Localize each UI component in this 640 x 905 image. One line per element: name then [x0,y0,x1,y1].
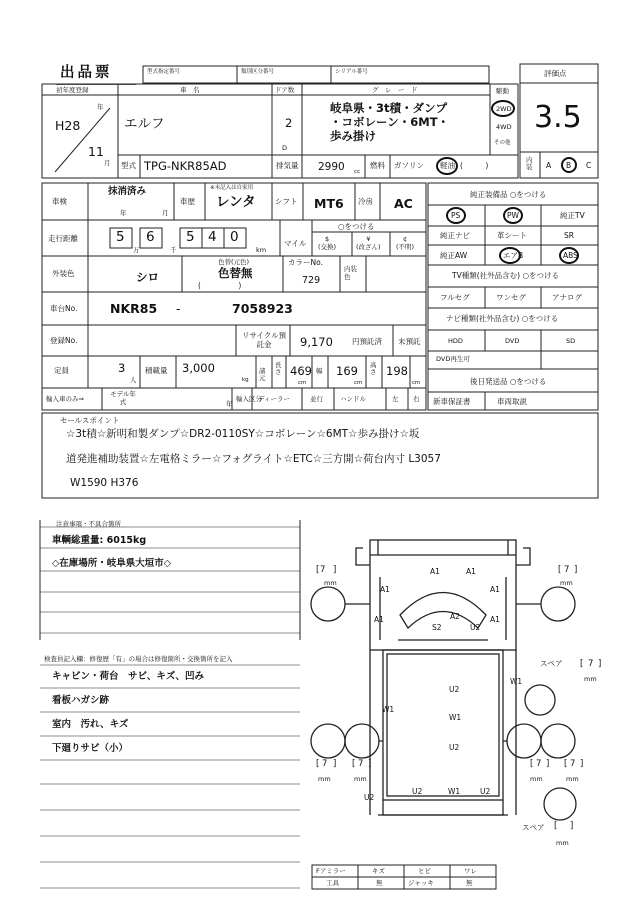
equip-leather: 革シート [497,231,527,240]
inspection-year-unit: 年 [120,209,127,217]
km-unit: km [256,246,267,254]
spare-tread-2-unit: mm [556,839,569,847]
dvd-playback-label: DVD再生可 [436,355,470,363]
code-u2-bed-1: U2 [449,685,460,694]
color-change-paren: ( ) [198,281,242,290]
recycle-label: リサイクル預託金 [242,331,286,349]
sales-line-1: ☆3t積☆新明和製ダンプ☆DR2-0110SY☆コボレーン☆6MT☆歩み掛け☆坂 [66,428,420,440]
equip-aw: 純正AW [440,251,468,260]
footer-header-1: Fアミラー [316,867,346,875]
mileage-label: 走行距離 [48,234,78,243]
ac-value: AC [394,196,413,211]
first-reg-month: 11 [88,144,104,159]
code-u2-front: U2 [470,623,481,632]
grade-line-3: 歩み掛け [330,129,376,143]
footer-value-1: 工具 [326,879,339,887]
chassis-number: 7058923 [232,301,293,316]
notes-line-1: 車輌総重量: 6015kg [52,535,147,546]
car-name-label: 車 名 [180,86,200,94]
model-label: 型式 [121,161,136,170]
sales-line-3: W1590 H376 [70,477,139,489]
unregistered-note: ※未記入は自家用 [210,185,254,191]
interior-label: 内装 [526,156,533,171]
displacement: 2990 [318,161,345,173]
capacity-unit: 人 [130,376,137,384]
fuel-diesel-circle [436,157,458,175]
navi-sd: SD [566,337,576,345]
width-value: 169 [336,364,358,378]
history-value: レンタ [216,194,256,210]
equip-abs: ABS [563,251,578,260]
tv-title: TV種類(社外品含む) ○をつける [452,271,559,280]
equip-airbag: エアB [503,251,524,260]
door-count: 2 [285,116,293,130]
sales-point-label: セールスポイント [60,416,120,425]
equip-pw-circle [503,207,523,224]
inspector-line-3: 室内 汚れ、キズ [52,719,129,730]
load-value: 3,000 [182,361,215,375]
chassis-label: 車台No. [50,304,78,313]
spare-tread-1: 7 [588,659,594,669]
after-warranty: 新車保証書 [433,397,471,406]
recycle-unit: 円預託済 [352,337,382,346]
ext-color-label: 外装色 [52,269,75,278]
color-change-value: 色替無 [218,266,253,280]
type-no-label: 型式指定番号 [147,69,181,75]
spare-label-2: スペア [522,823,545,832]
length-unit: cm [298,380,307,386]
grade-line-2: ・コボレーン・6MT・ [330,115,450,129]
drive-2wd: 2WD [496,105,512,113]
code-a1-right: A1 [490,585,500,594]
tv-analog: アナログ [552,293,582,302]
code-a1-right-door: A1 [490,615,500,624]
shift-label: シフト [275,197,298,206]
capacity-label: 定員 [54,366,69,375]
footer-value-3: ジャッキ [408,879,434,887]
year-unit: 年 [97,103,104,111]
equip-pw: PW [507,211,519,220]
tread-rear-3-unit: mm [530,775,543,783]
tread-rear-2: 7 [358,759,364,769]
load-unit: kg [242,377,249,383]
fuel-diesel: 軽油 [440,161,455,170]
month-unit: 月 [104,159,111,167]
serial-label: シリアル番号 [335,69,368,75]
code-w1-bed: W1 [449,713,462,722]
code-w1-right: W1 [510,677,523,686]
code-a1-roof: A1 [430,567,440,576]
displacement-label: 排気量 [276,161,299,170]
code-u2-rear-bumper: U2 [364,793,375,802]
width-label: 幅 [316,367,323,375]
navi-dvd: DVD [505,337,520,345]
displacement-unit: cc [354,169,361,175]
import-dealer: ディーラー [258,395,290,403]
inspection-value: 抹消済み [108,186,147,197]
interior-c: C [586,161,592,170]
door-unit: D [282,144,288,152]
height-label: 高さ [370,361,377,377]
recycle-value: 9,170 [300,335,333,349]
reg-no-label: 登録No. [50,336,78,345]
code-a1-left-door: A1 [374,615,384,624]
height-value: 198 [386,364,408,378]
circle-label: ○をつける [338,222,375,231]
inspection-month-unit: 月 [162,209,169,217]
inspection-label: 車検 [52,197,67,206]
model-year-unit: 年 [226,400,233,408]
chassis-dash: - [176,301,181,316]
tread-rear-2-unit: mm [354,775,367,783]
length-value: 469 [290,364,312,378]
code-u2-rear-right: U2 [480,787,491,796]
ext-color: シロ [136,270,159,284]
color-no: 729 [302,275,321,286]
capacity-value: 3 [118,361,126,375]
load-label: 積載量 [145,366,168,375]
equip-navi: 純正ナビ [440,231,470,240]
man-unit: 万 [133,246,140,254]
ac-label: 冷房 [358,197,373,206]
mileage-digit-5: 0 [230,229,239,245]
equip-tv: 純正TV [560,211,585,220]
drive-label: 駆動 [496,87,509,95]
interior-b-circle [561,157,577,173]
mile-label: マイル [284,239,307,248]
grade-label: グ レ ー ド [372,86,418,94]
tread-front-left: 7 [320,565,326,575]
fuel-label: 燃料 [370,161,385,170]
after-manual: 車両取説 [497,397,527,406]
notes-line-2: ◇在庫場所・岐阜県大垣市◇ [52,558,172,569]
handle-right: 右 [413,395,420,403]
length-label: 長さ [275,361,282,377]
score-header: 評価点 [544,69,567,78]
history-label: 車歴 [180,197,195,206]
dim-label: 諸元 [259,367,266,382]
equip-ps: PS [451,211,461,220]
sen-unit: 千 [170,246,177,254]
code-a2-front: A2 [450,612,460,621]
code-a1-left: A1 [380,585,390,594]
tread-front-left-unit: mm [324,579,337,587]
tread-front-right: 7 [564,565,570,575]
equip-sr: SR [564,231,574,240]
modified-label: ¥ (改ざん) [356,235,381,251]
fuel-gasoline: ガソリン [394,161,424,170]
car-name: エルフ [124,116,165,132]
mileage-digit-2: 6 [146,229,155,245]
interior-b: B [566,161,572,170]
handle-label: ハンドル [340,395,366,403]
interior-a: A [546,161,552,170]
tread-rear-1: 7 [322,759,328,769]
import-parallel: 並行 [310,395,323,403]
after-title: 後日発送品 ○をつける [470,377,547,386]
model-code: TPG-NKR85AD [144,159,227,173]
footer-value-4: 無 [466,879,473,887]
exchange-label: $ (交換) [318,235,337,251]
int-color-label: 内装色 [344,265,357,281]
code-u2-bed-2: U2 [449,743,460,752]
inspector-line-4: 下廻りサビ（小） [52,743,129,754]
tread-rear-4: 7 [570,759,576,769]
tread-rear-4-unit: mm [566,775,579,783]
drive-4wd: 4WD [496,123,512,131]
equip-airbag-circle [499,247,524,264]
color-no-label: カラーNo. [288,258,323,267]
tv-fullseg: フルセグ [440,293,470,302]
sales-line-2: 道発進補助装置☆左電格ミラー☆フォグライト☆ETC☆三方開☆荷台内寸 L3057 [66,453,441,465]
code-w1-left: W1 [382,705,395,714]
first-reg-era: H28 [55,118,81,133]
mileage-digit-3: 5 [186,229,195,245]
grade-line-1: 岐阜県・3t積・ダンプ [330,101,448,115]
first-reg-label: 初年度登録 [56,86,89,94]
unknown-label: ¢ (不明) [396,235,415,251]
recycle-status: 未預託 [398,337,421,346]
code-w1-rear: W1 [448,787,461,796]
inspector-line-2: 看板ハガシ跡 [52,695,110,706]
fuel-paren: ( ) [460,161,489,170]
spare-label-1: スペア [540,659,563,668]
footer-value-2: 無 [376,879,383,887]
navi-hdd: HDD [448,337,463,345]
code-s2-front: S2 [432,623,442,632]
mileage-digit-4: 4 [208,229,217,245]
navi-title: ナビ種類(社外品含む) ○をつける [446,314,559,323]
equip-abs-circle [559,247,579,264]
color-change-label: 色替(元色) [218,258,250,266]
spare-tread-1-unit: mm [584,675,597,683]
code-u2-rear-left: U2 [412,787,423,796]
tv-oneseg: ワンセグ [496,293,526,302]
model-year-label: モデル年式 [110,390,136,406]
code-a1-roof-right: A1 [466,567,476,576]
tread-rear-3: 7 [536,759,542,769]
import-class-label: 輸入区分 [236,395,262,403]
width-unit: cm [354,380,363,386]
footer-header-3: ヒビ [418,867,431,875]
handle-left: 左 [392,395,399,403]
footer-header-2: キズ [372,867,385,875]
class-no-label: 類別区分番号 [241,69,275,75]
form-title: 出品票 [60,65,113,81]
shift-value: MT6 [314,196,344,211]
tread-front-right-unit: mm [560,579,573,587]
chassis-prefix: NKR85 [110,301,158,316]
door-label: ドア数 [275,86,295,94]
equip-ps-circle [446,207,466,224]
inspector-line-1: キャビン・荷台 サビ、キズ、凹み [52,671,205,682]
notes-label: 注意事項・不具合箇所 [56,520,121,528]
inspector-label: 検査員記入欄：修復歴「有」の場合は修復箇所・交換箇所を記入 [44,655,233,663]
mileage-digit-1: 5 [116,229,125,245]
evaluation-score: 3.5 [534,100,582,135]
footer-header-4: ワレ [464,867,477,875]
tread-rear-1-unit: mm [318,775,331,783]
equipment-title: 純正装備品 ○をつける [470,190,547,199]
drive-2wd-circle [491,100,515,117]
import-label: 輸入車のみ⇒ [46,395,84,403]
height-unit: cm [412,380,421,386]
drive-other: その他 [494,140,511,146]
